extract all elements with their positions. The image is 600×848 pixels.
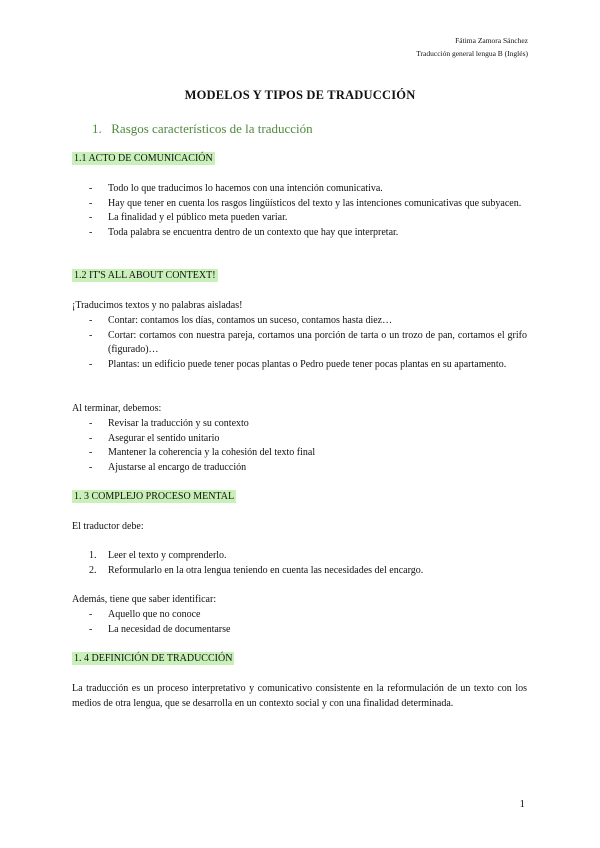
section-1-2-list — [72, 314, 527, 372]
bullet-mark: - — [89, 315, 93, 326]
course-name: Traducción general lengua B (Inglés) — [416, 49, 528, 58]
list-item: - Ajustarse al encargo de traducción — [72, 461, 527, 476]
section-1-3-intro: El traductor debe: — [72, 521, 144, 532]
list-item: - Plantas: un edificio puede tener pocas plantas o Pedro puede tener pocas plantas en su apartamento. — [72, 358, 527, 373]
page-header — [416, 34, 528, 60]
bullet-mark: - — [89, 609, 93, 620]
section-heading-1-2: 1.2 IT'S ALL ABOUT CONTEXT! — [74, 270, 216, 281]
list-item: 2. Reformularlo en la otra lengua teniendo en cuenta las necesidades del encargo. — [72, 564, 527, 579]
subtitle-number: 1. — [92, 121, 102, 136]
section-1-3-also-list — [72, 608, 527, 637]
list-item: - Revisar la traducción y su contexto — [72, 417, 527, 432]
list-item: - Contar: contamos los días, contamos un suceso, contamos hasta diez… — [72, 314, 527, 329]
bullet-mark: - — [89, 623, 93, 635]
list-item: - Toda palabra se encuentra dentro de un contexto que hay que interpretar. — [72, 226, 527, 241]
list-item: 1. Leer el texto y comprenderlo. — [72, 549, 527, 564]
bullet-mark: - — [89, 212, 93, 223]
section-1-3-steps — [72, 549, 527, 578]
list-item: - Asegurar el sentido unitario — [72, 432, 527, 447]
section-heading-1-3: 1. 3 COMPLEJO PROCESO MENTAL — [74, 491, 235, 502]
page-number: 1 — [519, 798, 525, 810]
document-title: MODELOS Y TIPOS DE TRADUCCIÓN — [184, 88, 416, 102]
section-subtitle — [92, 121, 313, 137]
bullet-mark: - — [89, 226, 93, 238]
author-name: Fátima Zamora Sánchez — [455, 36, 528, 45]
bullet-mark: - — [89, 447, 93, 458]
bullet-mark: - — [89, 183, 93, 194]
section-1-3-also-intro: Además, tiene que saber identificar: — [72, 594, 217, 605]
bullet-mark: - — [89, 418, 93, 429]
bullet-mark: - — [89, 432, 93, 444]
list-item: - Cortar: cortamos con nuestra pareja, cortamos una porción de tarta o un trozo de pan, cortamos el grifo (figurado)… — [89, 329, 527, 355]
list-item: - Aquello que no conoce — [72, 608, 527, 623]
bullet-mark: - — [89, 329, 93, 341]
section-heading-1-4: 1. 4 DEFINICIÓN DE TRADUCCIÓN — [74, 653, 233, 664]
section-1-2-after-intro: Al terminar, debemos: — [72, 403, 162, 414]
list-item: - La necesidad de documentarse — [72, 623, 527, 638]
subtitle-text: Rasgos característicos de la traducción — [111, 121, 313, 136]
section-heading-1-1: 1.1 ACTO DE COMUNICACIÓN — [74, 153, 213, 164]
section-1-2-intro: ¡Traducimos textos y no palabras aisladas! — [72, 300, 243, 311]
list-item: - La finalidad y el público meta pueden variar. — [72, 211, 527, 226]
section-1-1-list — [72, 182, 527, 240]
bullet-mark: - — [89, 358, 93, 370]
bullet-mark: - — [89, 197, 93, 209]
list-item: - Hay que tener en cuenta los rasgos lingüísticos del texto y las intenciones comunicativas que subyacen. — [72, 197, 527, 212]
step-number: 1. — [89, 550, 97, 561]
list-item: - Mantener la coherencia y la cohesión del texto final — [72, 446, 527, 461]
definition-paragraph: La traducción es un proceso interpretativo y comunicativo consistente en la reformulación de un texto con los medios de otra lengua, que se desarrolla en un contexto social y con una finalidad determinada. — [72, 683, 527, 709]
bullet-mark: - — [89, 461, 93, 473]
section-1-2-after-list — [72, 417, 527, 475]
step-number: 2. — [89, 564, 97, 576]
list-item: - Todo lo que traducimos lo hacemos con una intención comunicativa. — [72, 182, 527, 197]
